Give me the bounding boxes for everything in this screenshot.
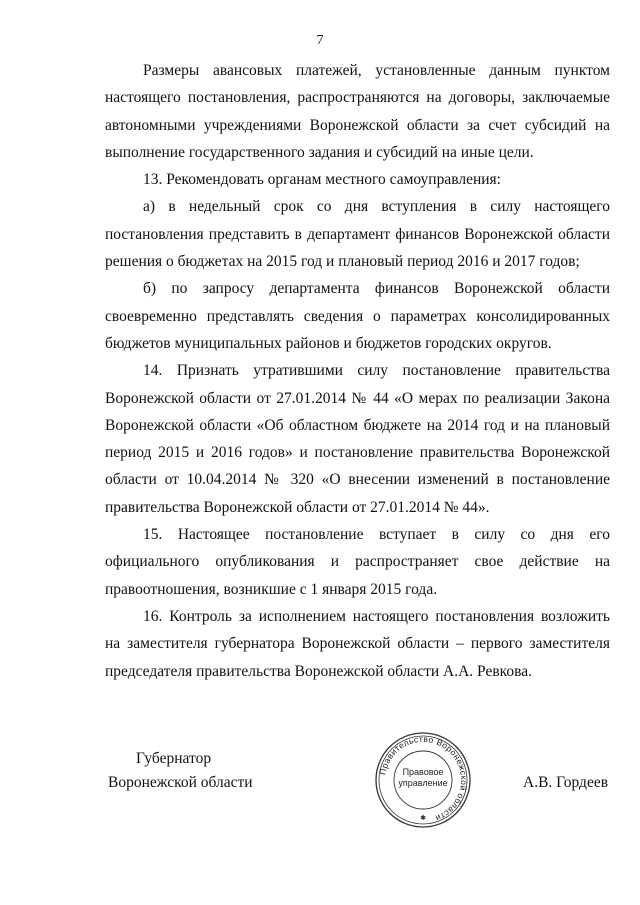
paragraph-15: 15. Настоящее постановление вступает в силу со дня его официального опубликования и распространяет свое действие на правоотношения, возникшие с 1 января 2015 года. <box>105 526 610 598</box>
stamp-star-icon: ✱ <box>420 814 426 822</box>
paragraph-13: 13. Рекомендовать органам местного самоуправления: <box>143 171 501 189</box>
official-stamp <box>373 730 473 830</box>
stamp-center <box>373 767 473 789</box>
signatory-region: Воронежской области <box>108 774 253 791</box>
paragraph-16: 16. Контроль за исполнением настоящего постановления возложить на заместителя губернатора Воронежской области – первого заместителя председателя правительства Воронежской области А.А. Ревкова. <box>105 607 610 680</box>
signatory-title: Губернатор <box>136 750 212 767</box>
document-body <box>105 57 610 685</box>
page-number: 7 <box>316 33 324 48</box>
paragraph-14: 14. Признать утратившими силу постановление правительства Воронежской области от 27.01.2014 № 44 «О мерах по реализации Закона Воронежской области «Об областном бюджете на 2014 год и на плановый период 2015 и 2016 годов» и постановление правительства Воронежской области от 10.04.2014 № 320 «О внесении изменений в постановление правительства Воронежской области от 27.01.2014 № 44». <box>105 362 610 516</box>
paragraph-13a: а) в недельный срок со дня вступления в силу настоящего постановления представить в департамент финансов Воронежской области решения о бюджетах на 2015 год и плановый период 2016 и 2017 годов; <box>105 198 610 271</box>
paragraph-advance-payments: Размеры авансовых платежей, установленные данным пунктом настоящего постановления, распространяются на договоры, заключаемые автономными учреждениями Воронежской области за счет субсидий на выполнение государственного задания и субсидий на иные цели. <box>105 62 610 161</box>
stamp-center-line1: Правовое <box>402 767 444 777</box>
signatory-name: А.В. Гордеев <box>523 774 609 791</box>
signatory-position <box>108 747 253 795</box>
stamp-ring-text: Правительство Воронежской области <box>377 733 470 824</box>
stamp-center-line2: управление <box>398 778 448 788</box>
paragraph-13b: б) по запросу департамента финансов Воронежской области своевременно представлять сведения о параметрах консолидированных бюджетов муниципальных районов и бюджетов городских округов. <box>105 280 610 352</box>
